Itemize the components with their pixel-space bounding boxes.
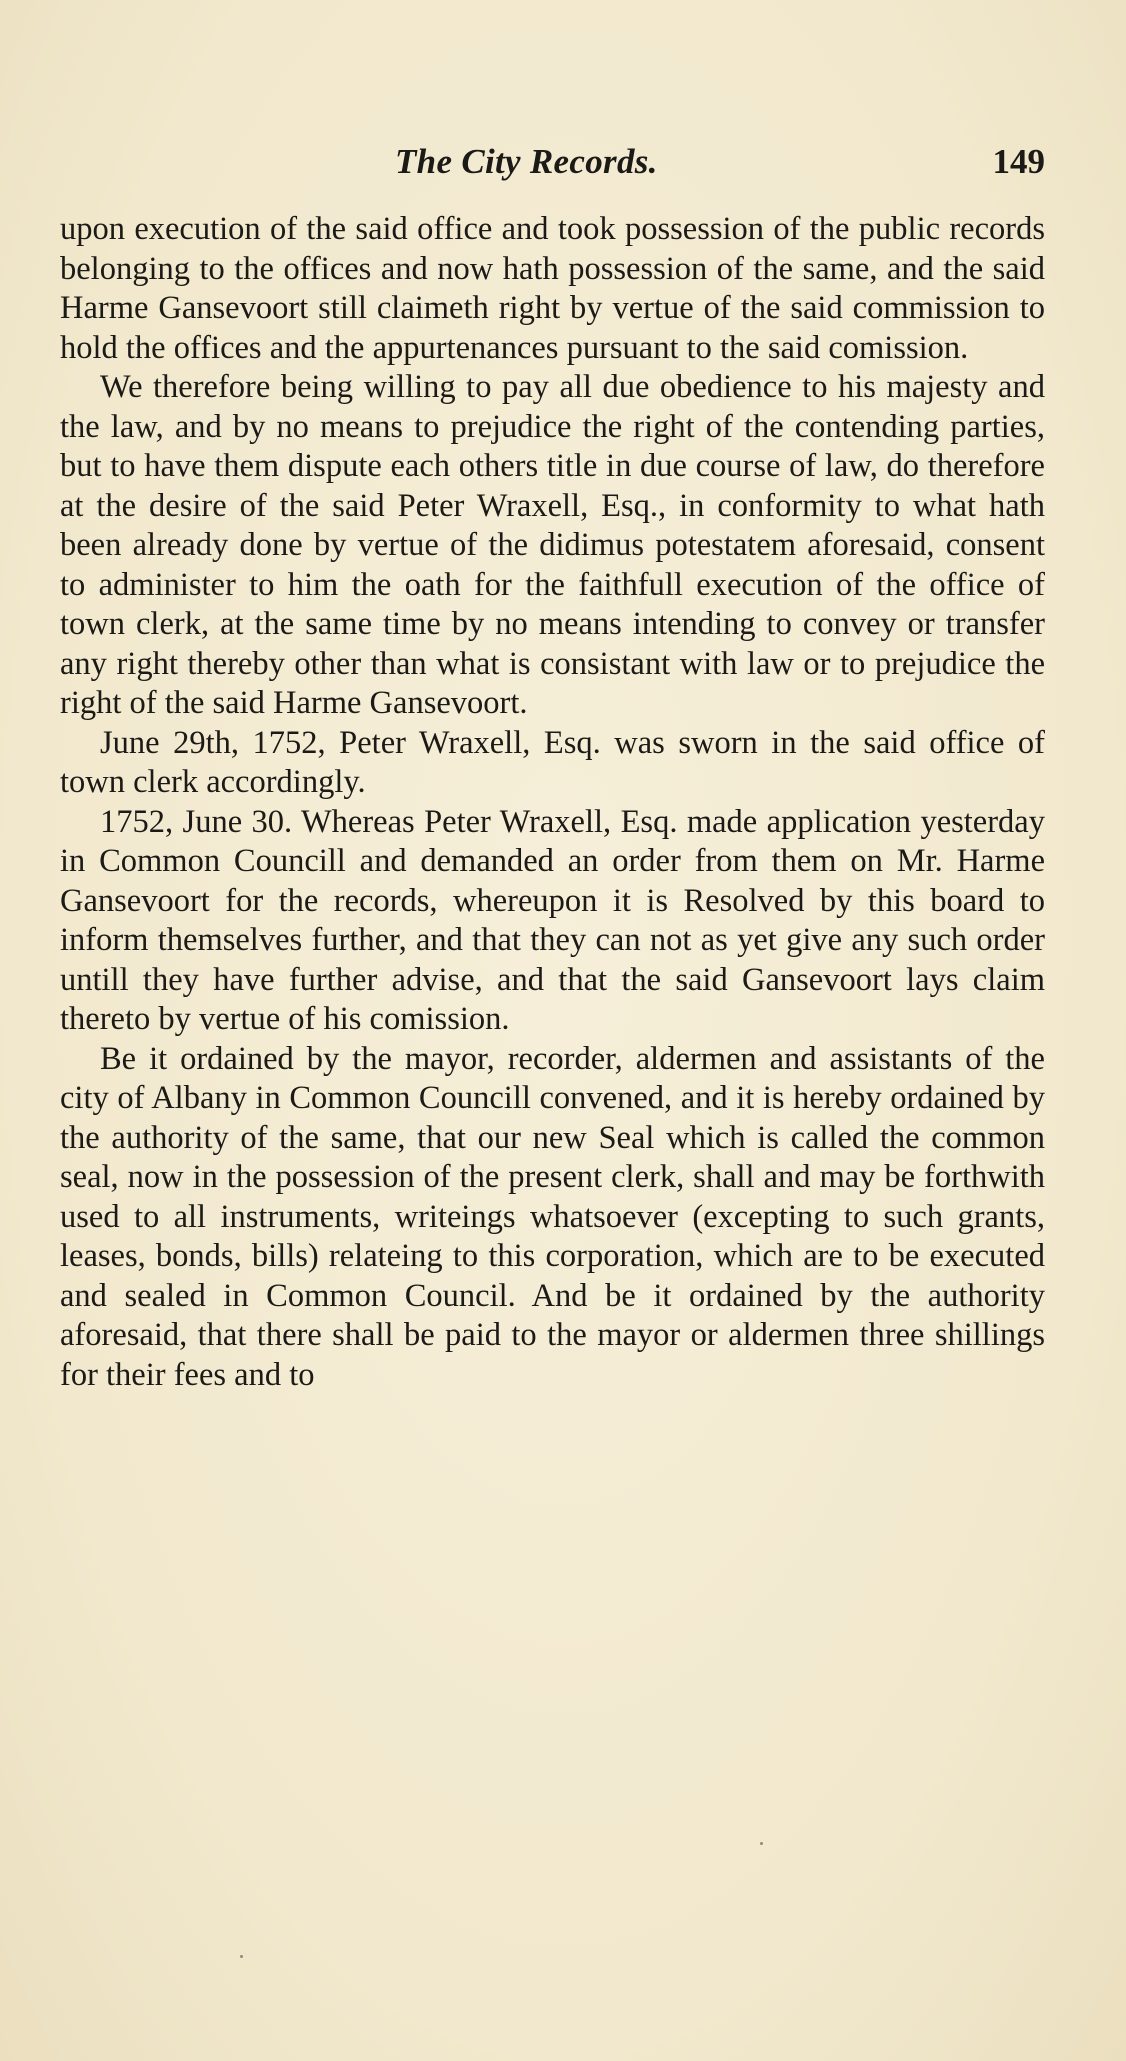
paragraph-continuation: upon execution of the said office and took possession of the public records belonging to the offices and now hath possession of the same, and the said Harme Gansevoort still claimeth right by vertue of the said commission to hold the offices and the appurtenances pursuant to the said comission. [60,211,1045,366]
paragraph-resolution: 1752, June 30. Whereas Peter Wraxell, Esq. made application yesterday in Common Councill and demanded an order from them on Mr. Harme Gansevoort for the records, whereupon it is Resolved by this board to inform themselves further, and that they can not as yet give any such order untill they have further advise, and that the said Gansevoort lays claim thereto by vertue of his comission. [60,803,1045,1037]
body-text [60,210,1045,1395]
paragraph-sworn: June 29th, 1752, Peter Wraxell, Esq. was sworn in the said office of town clerk accordingly. [60,724,1045,800]
paper-speck [760,1842,763,1845]
paragraph-seal-ordinance: Be it ordained by the mayor, recorder, aldermen and assistants of the city of Albany in Common Councill convened, and it is hereby ordained by the authority of the same, that our new Seal which is called the common seal, now in the possession of the present clerk, shall and may be forthwith used to all instruments, writeings whatsoever (excepting to such grants, leases, bonds, bills) relateing to this corporation, which are to be executed and sealed in Common Council. And be it ordained by the authority aforesaid, that there shall be paid to the mayor or aldermen three shillings for their fees and to [60,1040,1045,1393]
paragraph-obedience: We therefore being willing to pay all due obedience to his majesty and the law, and by no means to prejudice the right of the contending parties, but to have them dispute each others title in due course of law, do therefore at the desire of the said Peter Wraxell, Esq., in conformity to what hath been already done by vertue of the didimus potestatem aforesaid, consent to administer to him the oath for the faithfull execution of the office of town clerk, at the same time by no means intending to convey or transfer any right thereby other than what is consistant with law or to prejudice the right of the said Harme Gansevoort. [60,369,1045,721]
page-number: 149 [992,142,1045,181]
running-title: The City Records. [395,142,658,181]
page-header [60,142,1045,188]
paper-speck [240,1955,243,1958]
